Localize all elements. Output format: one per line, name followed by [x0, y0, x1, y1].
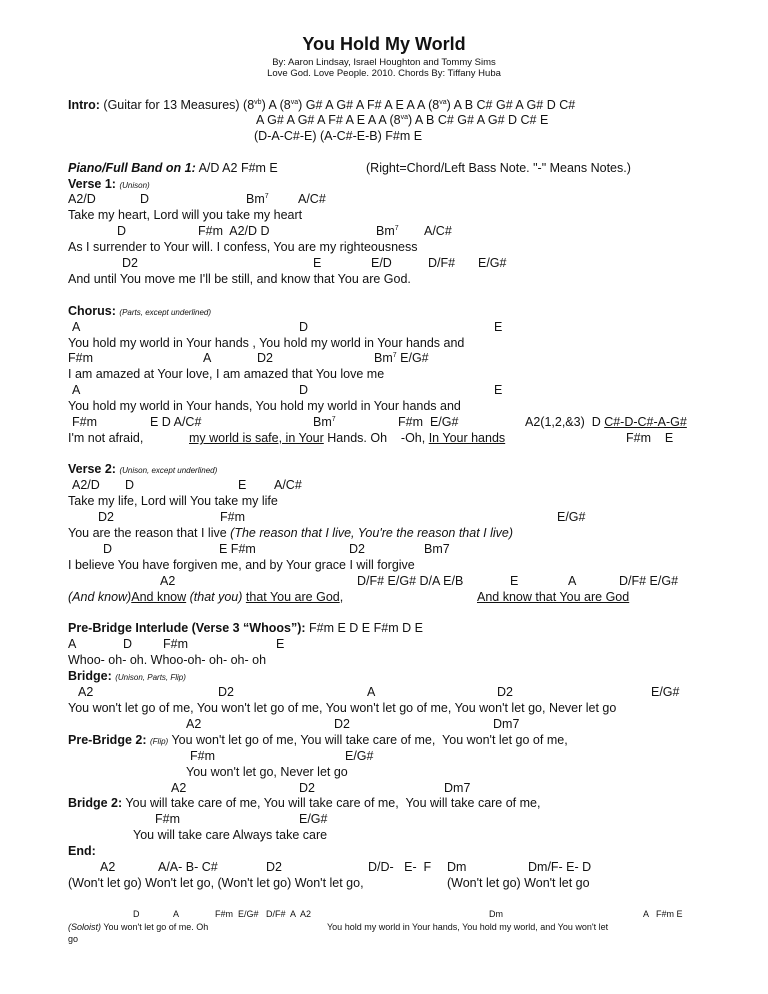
chord: D [133, 909, 140, 919]
song-title: You Hold My World [302, 34, 466, 54]
chord: F#m E [626, 431, 674, 445]
lyric-line: Take my life, Lord will You take my life [68, 494, 278, 508]
verse2-heading: Verse 2: (Unison, except underlined) [68, 462, 218, 476]
chord: F#m [220, 510, 245, 524]
lyric-line: As I surrender to Your will. I confess, You are my righteousness [68, 240, 418, 254]
chord: E/G# [651, 685, 680, 699]
chord: A2 [78, 685, 94, 699]
piano-label: Piano/Full Band on 1: [68, 161, 196, 175]
song-credits: By: Aaron Lindsay, Israel Houghton and Tommy Sims [272, 57, 496, 68]
chord: A [367, 685, 376, 699]
chord: D/F# [428, 256, 456, 270]
chord: D [299, 320, 309, 334]
chord: A [72, 320, 81, 334]
lyric-line: I am amazed at Your love, I am amazed that You love me [68, 367, 385, 381]
lyric-line: You are the reason that I live (The reason that I live, You're the reason that I live) [68, 526, 514, 540]
chord: A [68, 637, 77, 651]
intro-label: Intro: [68, 98, 100, 112]
chord: E/G# [345, 749, 374, 763]
chord: D [103, 542, 113, 556]
chord: F#m [72, 415, 97, 429]
prebridge2-line: Pre-Bridge 2: (Flip) You won't let go of me, You will take care of me, You won't let go of me, [68, 733, 568, 747]
chord: A [203, 351, 212, 365]
chord: A/A- B- C# [158, 860, 218, 874]
lyric-line: Whoo- oh- oh. Whoo-oh- oh- oh- oh [68, 653, 267, 667]
lyric-line: You will take care Always take care [133, 828, 328, 842]
chord: Bm$^7$ E/G# [374, 351, 429, 365]
lyric-line: You hold my world in Your hands , You hold my world in Your hands and [68, 336, 465, 350]
chord: D [123, 637, 133, 651]
chord: E F#m [219, 542, 256, 556]
chord: A2/D [72, 478, 100, 492]
lyric-line: Take my heart, Lord will you take my heart [68, 208, 303, 222]
chord: E [238, 478, 247, 492]
chord: A2 [100, 860, 116, 874]
intro-line-2: A G# A G# A F# A E A A $(8^{va})$ A B C# G# A G# D C# E [256, 113, 549, 127]
chord: F#m [155, 812, 180, 826]
chord: A2/D [68, 192, 96, 206]
chord: Dm [447, 860, 467, 874]
lyric-line: And know that You are God [477, 590, 630, 604]
prebridge-interlude-heading: Pre-Bridge Interlude (Verse 3 “Whoos”): F#m E D E F#m D E [68, 621, 423, 635]
lyric-line: You won't let go, Never let go [186, 765, 348, 779]
chord: D2 [349, 542, 365, 556]
lyric-line: You hold my world in Your hands, You hold my world in Your hands and [68, 399, 461, 413]
chord: E [510, 574, 519, 588]
soloist-line: You hold my world in Your hands, You hold my world, and You won't let [327, 922, 609, 932]
intro-line-3: (D-A-C#-E) (A-C#-E-B) F#m E [254, 129, 423, 143]
lyric-line: I believe You have forgiven me, and by Your grace I will forgive [68, 558, 415, 572]
lyric-line: (Won't let go) Won't let go [447, 876, 590, 890]
chord: D/F# E/G# [619, 574, 679, 588]
chord: D2 [257, 351, 273, 365]
piano-line: Piano/Full Band on 1: A/D A2 F#m E [68, 161, 278, 175]
soloist-line: (Soloist) You won't let go of me. Oh [68, 922, 209, 932]
chord: D [140, 192, 150, 206]
chord: F#m [163, 637, 188, 651]
chord: E [494, 320, 503, 334]
chord: A2 [186, 717, 202, 731]
verse1-heading: Verse 1: (Unison) [68, 177, 150, 191]
chord: E [494, 383, 503, 397]
chord: A/C# [274, 478, 302, 492]
chord: Bm$^7$ [313, 415, 336, 429]
chord: F#m [68, 351, 93, 365]
bridge2-line: Bridge 2: You will take care of me, You will take care of me, You will take care of me, [68, 796, 541, 810]
chord: D2 [98, 510, 114, 524]
chord: A [568, 574, 577, 588]
chord: A2 [171, 781, 187, 795]
chord: E/G# [478, 256, 507, 270]
chord: D2 [122, 256, 138, 270]
soloist-line: go [68, 934, 79, 944]
intro-line-1: Intro: (Guitar for 13 Measures) $(8^{vb})$ A $(8^{va})$ G# A G# A F# A E A A $(8^{va})$ A B C# G# A G# D C# [68, 98, 576, 112]
lyric-line: I'm not afraid, [68, 431, 144, 445]
chorus-heading: Chorus: (Parts, except underlined) [68, 304, 212, 318]
chord: E [276, 637, 285, 651]
lyric-line: (And know)And know (that you) that You are God, [68, 590, 344, 604]
chord: D [117, 224, 127, 238]
chord: A [173, 909, 180, 919]
bridge-heading: Bridge: (Unison, Parts, Flip) [68, 669, 186, 683]
chord: D [125, 478, 135, 492]
piano-note: (Right=Chord/Left Bass Note. "-" Means Notes.) [366, 161, 631, 175]
chord: E/G# [557, 510, 586, 524]
chord: A/C# [298, 192, 326, 206]
chord: D2 [218, 685, 234, 699]
chord: D2 [497, 685, 513, 699]
lyric-line: And until You move me I'll be still, and know that You are God. [68, 272, 411, 286]
song-copyright: Love God. Love People. 2010. Chords By: Tiffany Huba [267, 68, 501, 79]
chord: D/D- E- F [368, 860, 432, 874]
chord: Dm7 [493, 717, 520, 731]
chord: A2 [160, 574, 176, 588]
chord: Dm7 [444, 781, 471, 795]
chord: A F#m E [643, 909, 683, 919]
chord: D2 [334, 717, 350, 731]
chord: F#m E/G# [398, 415, 459, 429]
chord: Bm7 [424, 542, 450, 556]
chord: D [299, 383, 309, 397]
lyric-line: (Won't let go) Won't let go, (Won't let go) Won't let go, [68, 876, 364, 890]
chord: Bm$^7$ [376, 224, 399, 238]
chord: F#m A2/D D [198, 224, 270, 238]
chord: F#m E/G# D/F# A A2 [215, 909, 312, 919]
chord: E/G# [299, 812, 328, 826]
chord: A [72, 383, 81, 397]
chord: E [313, 256, 322, 270]
chord: Dm/F- E- D [528, 860, 592, 874]
lyric-line: my world is safe, in Your Hands. Oh -Oh, In Your hands [189, 431, 506, 445]
chord: E D A/C# [150, 415, 202, 429]
chord: D/F# E/G# D/A E/B [357, 574, 464, 588]
chord: E/D [371, 256, 392, 270]
chord: F#m [190, 749, 215, 763]
chord: D2 [266, 860, 282, 874]
lyric-line: You won't let go of me, You won't let go of me, You won't let go of me, You won't let go, Never let go [68, 701, 617, 715]
chord: D2 [299, 781, 315, 795]
chord: A2(1,2,&3) D C#-D-C#-A-G# [525, 415, 687, 429]
chord: Bm$^7$ [246, 192, 269, 206]
chord: Dm [489, 909, 503, 919]
chord: A/C# [424, 224, 452, 238]
end-heading: End: [68, 844, 96, 858]
